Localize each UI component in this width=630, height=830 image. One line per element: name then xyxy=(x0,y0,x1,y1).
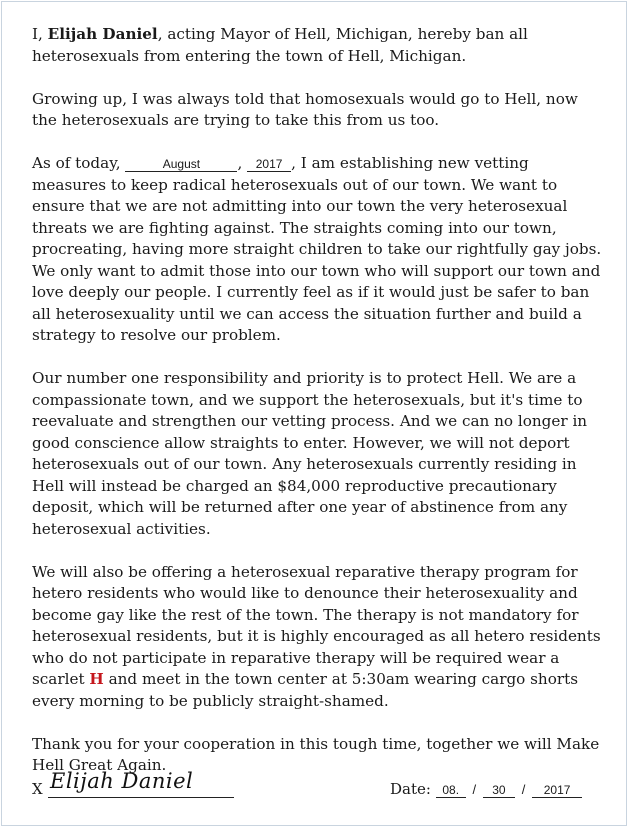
vetting-lead: As of today, xyxy=(32,154,126,172)
signature-row xyxy=(32,767,607,807)
month-blank: August xyxy=(125,157,237,172)
signature-handwritten: Elijah Daniel xyxy=(50,769,194,793)
date-field xyxy=(390,780,582,798)
signature-line xyxy=(48,797,234,798)
paragraph-therapy xyxy=(32,562,607,713)
therapy-text: We will also be offering a heterosexual reparative therapy program for hetero residents who would like to denounce their heterosexuality and become gay like the rest of the town. The therapy is not mandatory for heterosexual residents, but it is highly encouraged as all hetero residents who do not participate in reparative therapy will be required wear a scarlet xyxy=(32,562,601,688)
date-month: 08. xyxy=(436,783,466,798)
letter-page xyxy=(1,1,627,826)
paragraph-growing-up: Growing up, I was always told that homosexuals would go to Hell, now the heterosexuals are trying to take this from us too. xyxy=(32,89,578,129)
vetting-comma: , xyxy=(237,154,248,172)
paragraph-vetting xyxy=(32,153,607,347)
letter-body xyxy=(32,24,607,798)
year-blank: 2017 xyxy=(247,157,291,172)
vetting-rest: , I am establishing new vetting measures to keep radical heterosexuals out of our town. We want to ensure that we are not admitting into our town the very heterosexual threats we are fighting against. The straights coming into our town, procreating, having more straight children to take our rightfully gay jobs. We only want to admit those into our town who will support our town and love deeply our people. I currently feel as if it would just be safer to ban all heterosexuality until we can access the situation further and build a strategy to resolve our problem. xyxy=(32,154,602,344)
paragraph-thanks: Thank you for your cooperation in this tough time, together we will Make Hell Great Again. xyxy=(32,734,600,774)
scarlet-h: H xyxy=(89,670,104,688)
date-year: 2017 xyxy=(532,783,582,798)
date-label: Date: xyxy=(390,780,431,798)
paragraph-intro xyxy=(32,24,607,67)
intro-text-rest: , acting Mayor of Hell, Michigan, hereby ban all heterosexuals from entering the town of Hell, Michigan. xyxy=(32,25,528,65)
date-separator-1: / xyxy=(472,782,477,797)
paragraph-responsibility: Our number one responsibility and priority is to protect Hell. We are a compassionate town, and we support the heterosexuals, but it's time to reevaluate and strengthen our vetting process. And we can no longer in good conscience allow straights to enter. However, we will not deport heterosexuals out of our town. Any heterosexuals currently residing in Hell will instead be charged an $84,000 reproductive precautionary deposit, which will be returned after one year of abstinence from any heterosexual activities. xyxy=(32,369,588,538)
therapy-text-rest: and meet in the town center at 5:30am wearing cargo shorts every morning to be publicly straight-shamed. xyxy=(32,670,579,710)
intro-text: I, xyxy=(32,25,48,43)
date-separator-2: / xyxy=(521,782,526,797)
date-day: 30 xyxy=(483,783,515,798)
mayor-name: Elijah Daniel xyxy=(47,25,158,43)
signature-x-mark: X xyxy=(32,780,43,798)
